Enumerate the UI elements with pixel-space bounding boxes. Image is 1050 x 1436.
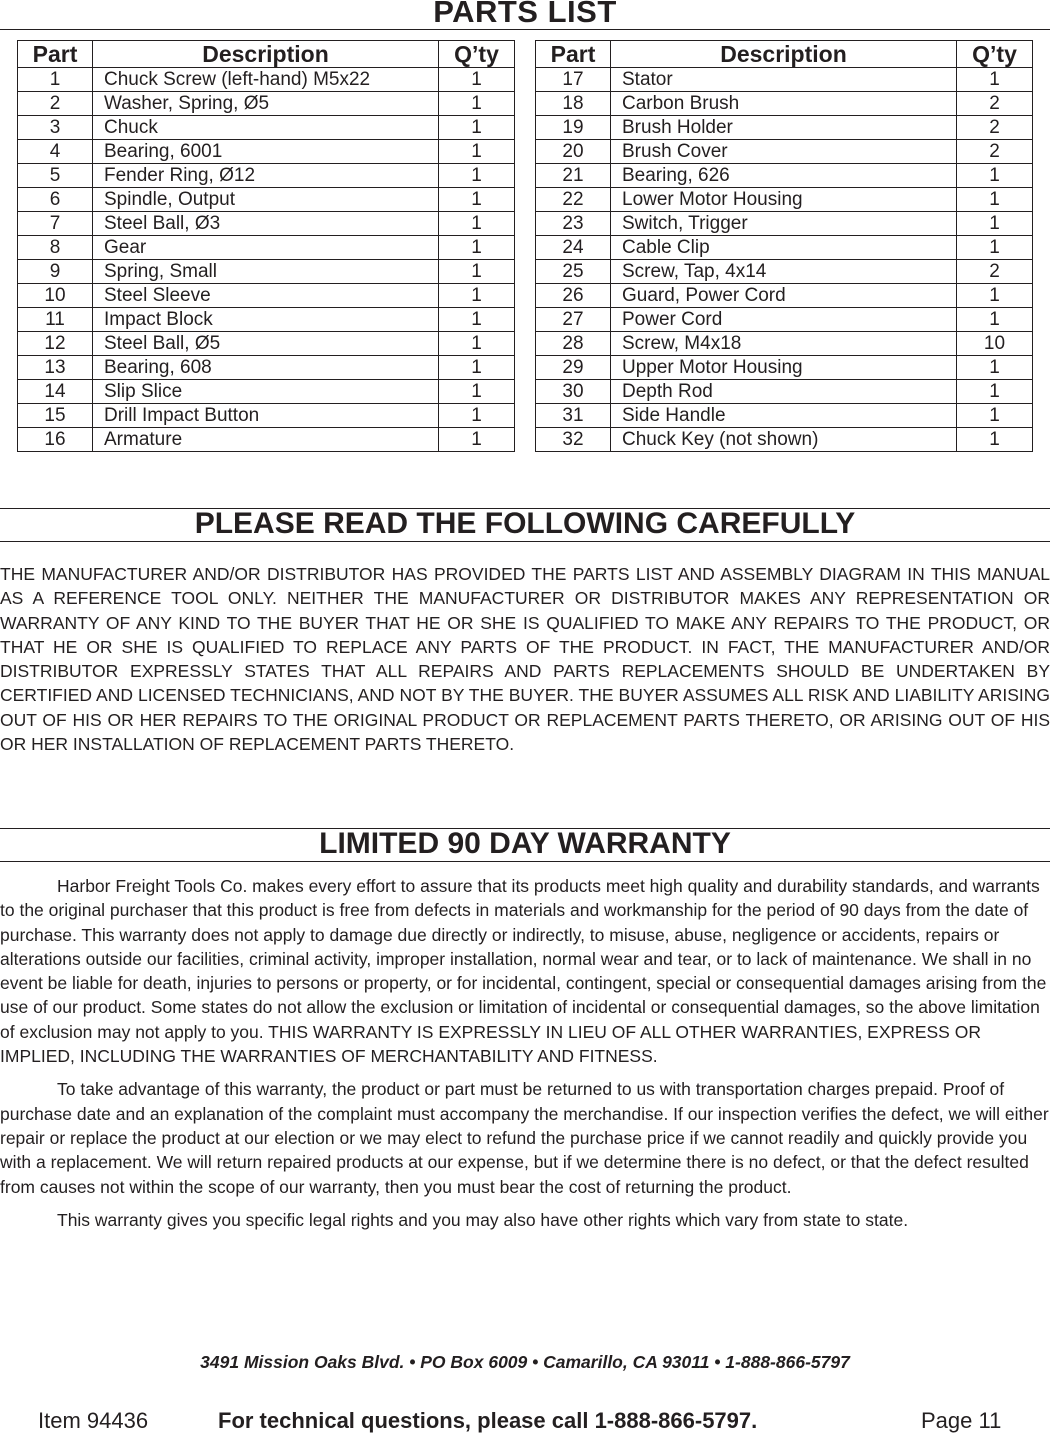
table-row	[18, 140, 515, 164]
part-number-cell: 1	[18, 68, 93, 92]
part-number-cell: 14	[18, 380, 93, 404]
header-part: Part	[18, 41, 93, 68]
part-qty-cell: 1	[957, 284, 1033, 308]
table-row	[536, 356, 1033, 380]
part-number-cell: 26	[536, 284, 611, 308]
header-description: Description	[93, 41, 439, 68]
part-qty-cell: 1	[957, 380, 1033, 404]
part-qty-cell: 1	[439, 404, 515, 428]
part-number-cell: 2	[18, 92, 93, 116]
part-qty-cell: 1	[957, 308, 1033, 332]
part-number-cell: 5	[18, 164, 93, 188]
part-qty-cell: 1	[439, 212, 515, 236]
table-row	[18, 116, 515, 140]
table-row	[536, 332, 1033, 356]
part-description-cell: Carbon Brush	[611, 92, 957, 116]
part-qty-cell: 1	[439, 116, 515, 140]
warranty-bottom-rule	[0, 861, 1050, 862]
table-row	[18, 404, 515, 428]
parts-table-body	[18, 68, 515, 452]
part-number-cell: 13	[18, 356, 93, 380]
part-number-cell: 11	[18, 308, 93, 332]
part-qty-cell: 1	[439, 140, 515, 164]
footer-tech-support: For technical questions, please call 1-888-866-5797.	[218, 1408, 758, 1433]
part-number-cell: 15	[18, 404, 93, 428]
part-description-cell: Spindle, Output	[93, 188, 439, 212]
part-qty-cell: 1	[957, 356, 1033, 380]
part-description-cell: Lower Motor Housing	[611, 188, 957, 212]
part-description-cell: Bearing, 6001	[93, 140, 439, 164]
part-description-cell: Gear	[93, 236, 439, 260]
company-address: 3491 Mission Oaks Blvd. • PO Box 6009 • Camarillo, CA 93011 • 1-888-866-5797	[200, 1352, 850, 1372]
table-row	[18, 332, 515, 356]
part-qty-cell: 2	[957, 92, 1033, 116]
part-number-cell: 23	[536, 212, 611, 236]
part-description-cell: Steel Sleeve	[93, 284, 439, 308]
table-row	[536, 308, 1033, 332]
part-description-cell: Screw, Tap, 4x14	[611, 260, 957, 284]
table-row	[18, 236, 515, 260]
part-description-cell: Guard, Power Cord	[611, 284, 957, 308]
part-description-cell: Depth Rod	[611, 380, 957, 404]
part-number-cell: 31	[536, 404, 611, 428]
table-row	[536, 68, 1033, 92]
part-description-cell: Impact Block	[93, 308, 439, 332]
part-description-cell: Chuck	[93, 116, 439, 140]
table-row	[18, 308, 515, 332]
part-description-cell: Fender Ring, Ø12	[93, 164, 439, 188]
part-description-cell: Brush Holder	[611, 116, 957, 140]
notice-title: PLEASE READ THE FOLLOWING CAREFULLY	[194, 507, 856, 540]
part-number-cell: 16	[18, 428, 93, 452]
part-number-cell: 17	[536, 68, 611, 92]
part-description-cell: Bearing, 608	[93, 356, 439, 380]
warranty-paragraph: Harbor Freight Tools Co. makes every effort to assure that its products meet high quality and durability standards, and warrants to the original purchaser that this product is free from defects in materials and workmanship for the period of 90 days from the date of purchase. This warranty does not apply to damage due directly or indirectly, to misuse, abuse, negligence or accidents, repairs or alterations outside our facilities, criminal activity, improper installation, normal wear and tear, or to lack of maintenance. We shall in no event be liable for death, injuries to persons or property, or for incidental, contingent, special or consequential damages arising from the use of our product. Some states do not allow the exclusion or limitation of incidental or consequential damages, so the above limitation of exclusion may not apply to you. THIS WARRANTY IS EXPRESSLY IN LIEU OF ALL OTHER WARRANTIES, EXPRESS OR IMPLIED, INCLUDING THE WARRANTIES OF MERCHANTABILITY AND FITNESS.	[0, 876, 1047, 1067]
part-number-cell: 30	[536, 380, 611, 404]
part-qty-cell: 1	[439, 284, 515, 308]
table-row	[18, 212, 515, 236]
warranty-paragraph: This warranty gives you specific legal rights and you may also have other rights which vary from state to state.	[57, 1209, 909, 1230]
table-row	[536, 380, 1033, 404]
footer-page-number: Page 11	[921, 1408, 1002, 1433]
part-number-cell: 25	[536, 260, 611, 284]
part-number-cell: 20	[536, 140, 611, 164]
part-qty-cell: 1	[439, 164, 515, 188]
header-qty: Q’ty	[439, 41, 515, 68]
part-number-cell: 7	[18, 212, 93, 236]
part-qty-cell: 1	[439, 380, 515, 404]
part-number-cell: 21	[536, 164, 611, 188]
part-qty-cell: 1	[439, 428, 515, 452]
part-qty-cell: 1	[957, 164, 1033, 188]
part-qty-cell: 1	[439, 68, 515, 92]
table-row	[536, 284, 1033, 308]
part-description-cell: Power Cord	[611, 308, 957, 332]
part-number-cell: 3	[18, 116, 93, 140]
table-row	[536, 236, 1033, 260]
part-qty-cell: 1	[957, 68, 1033, 92]
part-description-cell: Washer, Spring, Ø5	[93, 92, 439, 116]
part-number-cell: 32	[536, 428, 611, 452]
part-number-cell: 10	[18, 284, 93, 308]
part-description-cell: Steel Ball, Ø5	[93, 332, 439, 356]
table-row	[536, 116, 1033, 140]
part-qty-cell: 1	[957, 236, 1033, 260]
part-description-cell: Slip Slice	[93, 380, 439, 404]
table-row	[536, 188, 1033, 212]
part-qty-cell: 2	[957, 116, 1033, 140]
header-qty: Q’ty	[957, 41, 1033, 68]
part-qty-cell: 1	[957, 428, 1033, 452]
part-qty-cell: 10	[957, 332, 1033, 356]
parts-table-header-row	[536, 41, 1033, 68]
part-description-cell: Upper Motor Housing	[611, 356, 957, 380]
table-row	[536, 260, 1033, 284]
table-row	[18, 68, 515, 92]
part-qty-cell: 1	[439, 308, 515, 332]
header-description: Description	[611, 41, 957, 68]
table-row	[536, 428, 1033, 452]
part-qty-cell: 1	[439, 260, 515, 284]
warranty-paragraph: To take advantage of this warranty, the product or part must be returned to us with transportation charges prepaid. Proof of purchase date and an explanation of the complaint must accompany the merchandise. If our inspection verifies the defect, we will either repair or replace the product at our election or we may elect to refund the purchase price if we cannot readily and quickly provide you with a replacement. We will return repaired products at our expense, but if we determine there is no defect, or that the defect resulted from causes not within the scope of our warranty, then you must bear the cost of returning the product.	[0, 1079, 1049, 1197]
part-qty-cell: 1	[439, 92, 515, 116]
part-description-cell: Steel Ball, Ø3	[93, 212, 439, 236]
table-row	[18, 92, 515, 116]
part-number-cell: 18	[536, 92, 611, 116]
part-qty-cell: 2	[957, 140, 1033, 164]
part-number-cell: 19	[536, 116, 611, 140]
table-row	[18, 356, 515, 380]
part-number-cell: 22	[536, 188, 611, 212]
parts-table-body	[536, 68, 1033, 452]
part-description-cell: Chuck Screw (left-hand) M5x22	[93, 68, 439, 92]
part-description-cell: Stator	[611, 68, 957, 92]
part-number-cell: 6	[18, 188, 93, 212]
part-number-cell: 8	[18, 236, 93, 260]
table-row	[536, 140, 1033, 164]
part-description-cell: Armature	[93, 428, 439, 452]
header-part: Part	[536, 41, 611, 68]
part-qty-cell: 1	[957, 188, 1033, 212]
part-qty-cell: 1	[957, 212, 1033, 236]
table-row	[18, 284, 515, 308]
part-description-cell: Switch, Trigger	[611, 212, 957, 236]
part-qty-cell: 1	[439, 356, 515, 380]
table-row	[536, 164, 1033, 188]
part-description-cell: Drill Impact Button	[93, 404, 439, 428]
table-row	[536, 404, 1033, 428]
part-description-cell: Cable Clip	[611, 236, 957, 260]
table-row	[18, 380, 515, 404]
part-number-cell: 24	[536, 236, 611, 260]
part-description-cell: Brush Cover	[611, 140, 957, 164]
table-row	[18, 188, 515, 212]
parts-list-title-rule	[0, 29, 1050, 30]
part-description-cell: Spring, Small	[93, 260, 439, 284]
part-description-cell: Screw, M4x18	[611, 332, 957, 356]
part-qty-cell: 1	[439, 332, 515, 356]
parts-list-title: PARTS LIST	[433, 0, 617, 29]
parts-table-header-row	[18, 41, 515, 68]
part-number-cell: 12	[18, 332, 93, 356]
part-qty-cell: 1	[439, 188, 515, 212]
notice-bottom-rule	[0, 541, 1050, 542]
table-row	[18, 428, 515, 452]
parts-table-right	[535, 40, 1033, 452]
warranty-title: LIMITED 90 DAY WARRANTY	[319, 827, 731, 860]
part-qty-cell: 1	[957, 404, 1033, 428]
parts-table-left	[17, 40, 515, 452]
part-number-cell: 4	[18, 140, 93, 164]
part-number-cell: 28	[536, 332, 611, 356]
part-qty-cell: 2	[957, 260, 1033, 284]
table-row	[536, 92, 1033, 116]
part-number-cell: 29	[536, 356, 611, 380]
part-qty-cell: 1	[439, 236, 515, 260]
part-description-cell: Side Handle	[611, 404, 957, 428]
table-row	[18, 164, 515, 188]
table-row	[18, 260, 515, 284]
part-number-cell: 27	[536, 308, 611, 332]
part-description-cell: Bearing, 626	[611, 164, 957, 188]
footer-item-number: Item 94436	[38, 1408, 149, 1433]
part-description-cell: Chuck Key (not shown)	[611, 428, 957, 452]
notice-body: THE MANUFACTURER AND/OR DISTRIBUTOR HAS PROVIDED THE PARTS LIST AND ASSEMBLY DIAGRAM IN THIS MANUAL AS A REFERENCE TOOL ONLY. NEITHER THE MANUFACTURER OR DISTRIBUTOR MAKES ANY REPRESENTATION OR WARRANTY OF ANY KIND TO THE BUYER THAT HE OR SHE IS QUALIFIED TO MAKE ANY REPAIRS TO THE PRODUCT, OR THAT HE OR SHE IS QUALIFIED TO REPLACE ANY PARTS OF THE PRODUCT. IN FACT, THE MANUFACTURER AND/OR DISTRIBUTOR EXPRESSLY STATES THAT ALL REPAIRS AND PARTS REPLACEMENTS SHOULD BE UNDERTAKEN BY CERTIFIED AND LICENSED TECHNICIANS, AND NOT BY THE BUYER. THE BUYER ASSUMES ALL RISK AND LIABILITY ARISING OUT OF HIS OR HER REPAIRS TO THE ORIGINAL PRODUCT OR REPLACEMENT PARTS THERETO, OR ARISING OUT OF HIS OR HER INSTALLATION OF REPLACEMENT PARTS THERETO.	[0, 564, 1050, 755]
table-row	[536, 212, 1033, 236]
warranty-body	[0, 874, 1050, 1241]
part-number-cell: 9	[18, 260, 93, 284]
